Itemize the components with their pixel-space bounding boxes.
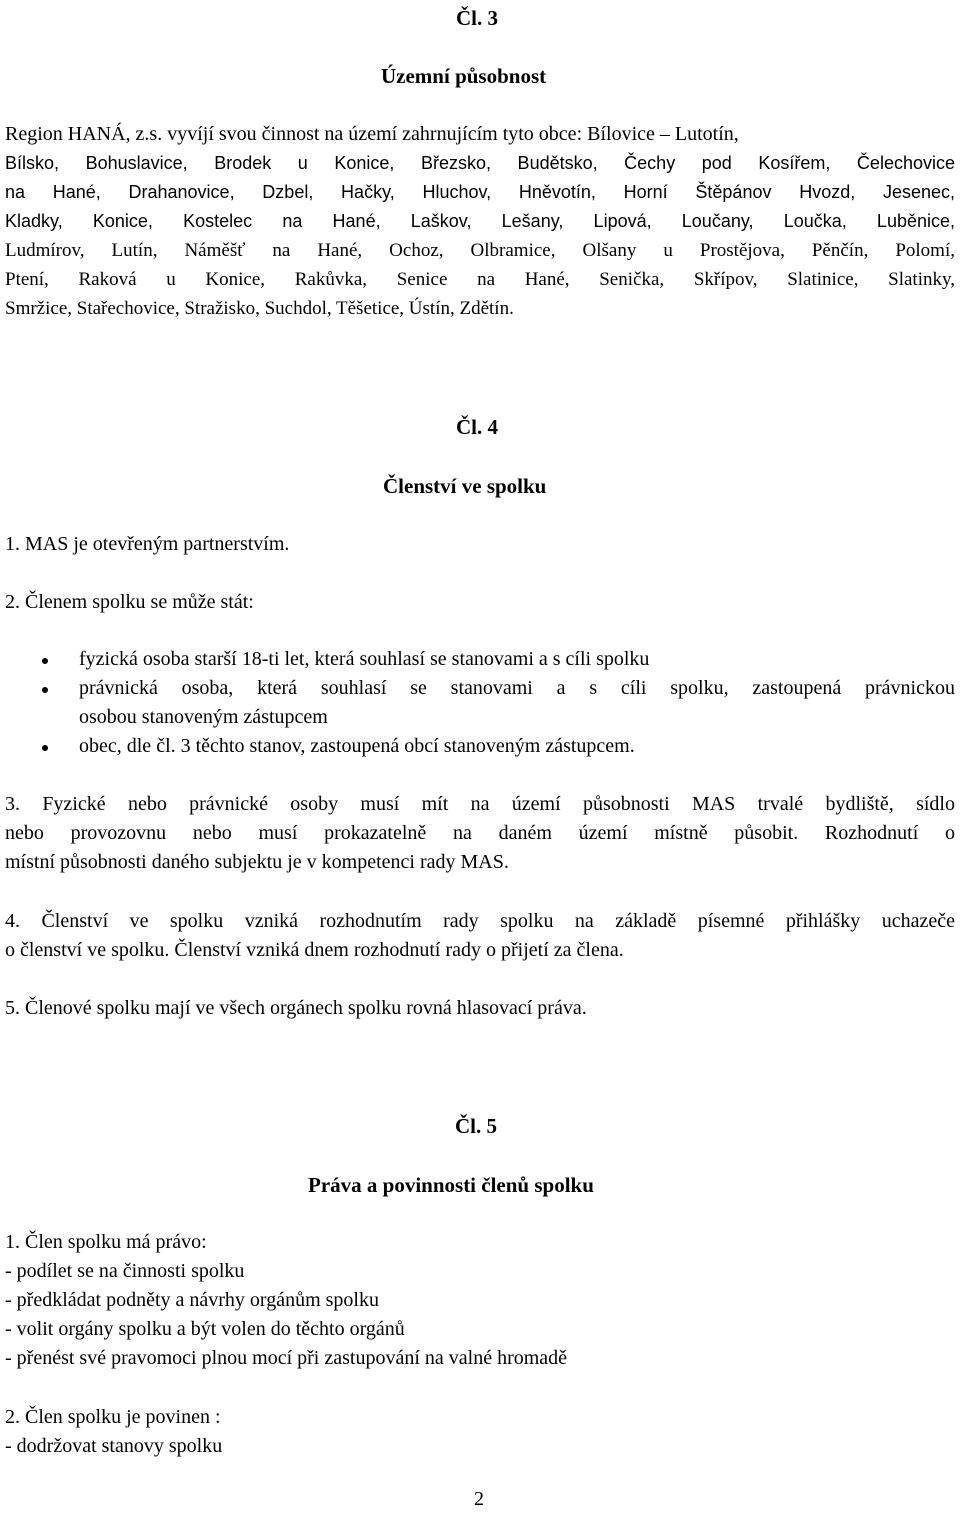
- list-item: - přenést své pravomoci plnou mocí při zastupování na valné hromadě: [5, 1347, 568, 1369]
- paragraph-line: 4. Členství ve spolku vzniká rozhodnutím rady spolku na základě písemné přihlášky uchazeče: [5, 910, 955, 932]
- paragraph-line: Ptení, Raková u Konice, Rakůvka, Senice na Hané, Senička, Skřípov, Slatinice, Slatinky,: [5, 269, 955, 290]
- article-5-heading: Čl. 5: [455, 1114, 497, 1138]
- list-item: - dodržovat stanovy spolku: [5, 1435, 223, 1457]
- paragraph-line: Ludmírov, Lutín, Náměšť na Hané, Ochoz, Olbramice, Olšany u Prostějova, Pěnčín, Polomí,: [5, 240, 955, 261]
- paragraph-line: 3. Fyzické nebo právnické osoby musí mít na území působnosti MAS trvalé bydliště, sídlo: [5, 793, 955, 815]
- paragraph-line: nebo provozovnu nebo musí prokazatelně na daném území místně působit. Rozhodnutí o: [5, 822, 955, 844]
- paragraph-line: místní působnosti daného subjektu je v kompetenci rady MAS.: [5, 851, 509, 873]
- paragraph-line: Bílsko, Bohuslavice, Brodek u Konice, Březsko, Budětsko, Čechy pod Kosířem, Čelechovice: [5, 153, 955, 173]
- page-number: 2: [474, 1488, 484, 1510]
- paragraph-line: na Hané, Drahanovice, Dzbel, Hačky, Hluchov, Hněvotín, Horní Štěpánov Hvozd, Jesenec,: [5, 182, 955, 202]
- article-4-title: Členství ve spolku: [383, 474, 547, 498]
- bullet-icon: [42, 658, 48, 664]
- list-item: obec, dle čl. 3 těchto stanov, zastoupená obcí stanoveným zástupcem.: [79, 735, 635, 757]
- member-duties-title: 2. Člen spolku je povinen :: [5, 1406, 221, 1428]
- paragraph-line: Region HANÁ, z.s. vyvíjí svou činnost na území zahrnujícím tyto obce: Bílovice – Lutotín,: [5, 123, 739, 145]
- article-5-title: Práva a povinnosti členů spolku: [308, 1173, 594, 1197]
- membership-open-partnership: 1. MAS je otevřeným partnerstvím.: [5, 533, 290, 555]
- article-4-heading: Čl. 4: [456, 415, 498, 439]
- list-item: fyzická osoba starší 18-ti let, která souhlasí se stanovami a s cíli spolku: [79, 648, 650, 670]
- paragraph-line: Smržice, Stařechovice, Stražisko, Suchdol, Těšetice, Ústín, Zdětín.: [5, 298, 514, 319]
- paragraph-line: Kladky, Konice, Kostelec na Hané, Laškov, Lešany, Lipová, Loučany, Loučka, Luběnice,: [5, 211, 955, 231]
- paragraph-line: o členství ve spolku. Členství vzniká dnem rozhodnutí rady o přijetí za člena.: [5, 939, 624, 961]
- bullet-icon: [42, 745, 48, 751]
- list-item-continuation: osobou stanoveným zástupcem: [79, 706, 328, 728]
- list-item: - podílet se na činnosti spolku: [5, 1260, 245, 1282]
- article-3-title: Územní působnost: [381, 64, 547, 88]
- membership-who-can-join: 2. Členem spolku se může stát:: [5, 591, 254, 613]
- bullet-icon: [42, 687, 48, 693]
- list-item: - volit orgány spolku a být volen do těchto orgánů: [5, 1318, 405, 1340]
- list-item: - předkládat podněty a návrhy orgánům spolku: [5, 1289, 379, 1311]
- membership-paragraph-5: 5. Členové spolku mají ve všech orgánech spolku rovná hlasovací práva.: [5, 997, 587, 1019]
- list-item: právnická osoba, která souhlasí se stanovami a s cíli spolku, zastoupená právnickou: [79, 677, 955, 699]
- member-rights-title: 1. Člen spolku má právo:: [5, 1231, 207, 1253]
- article-3-heading: Čl. 3: [456, 6, 498, 30]
